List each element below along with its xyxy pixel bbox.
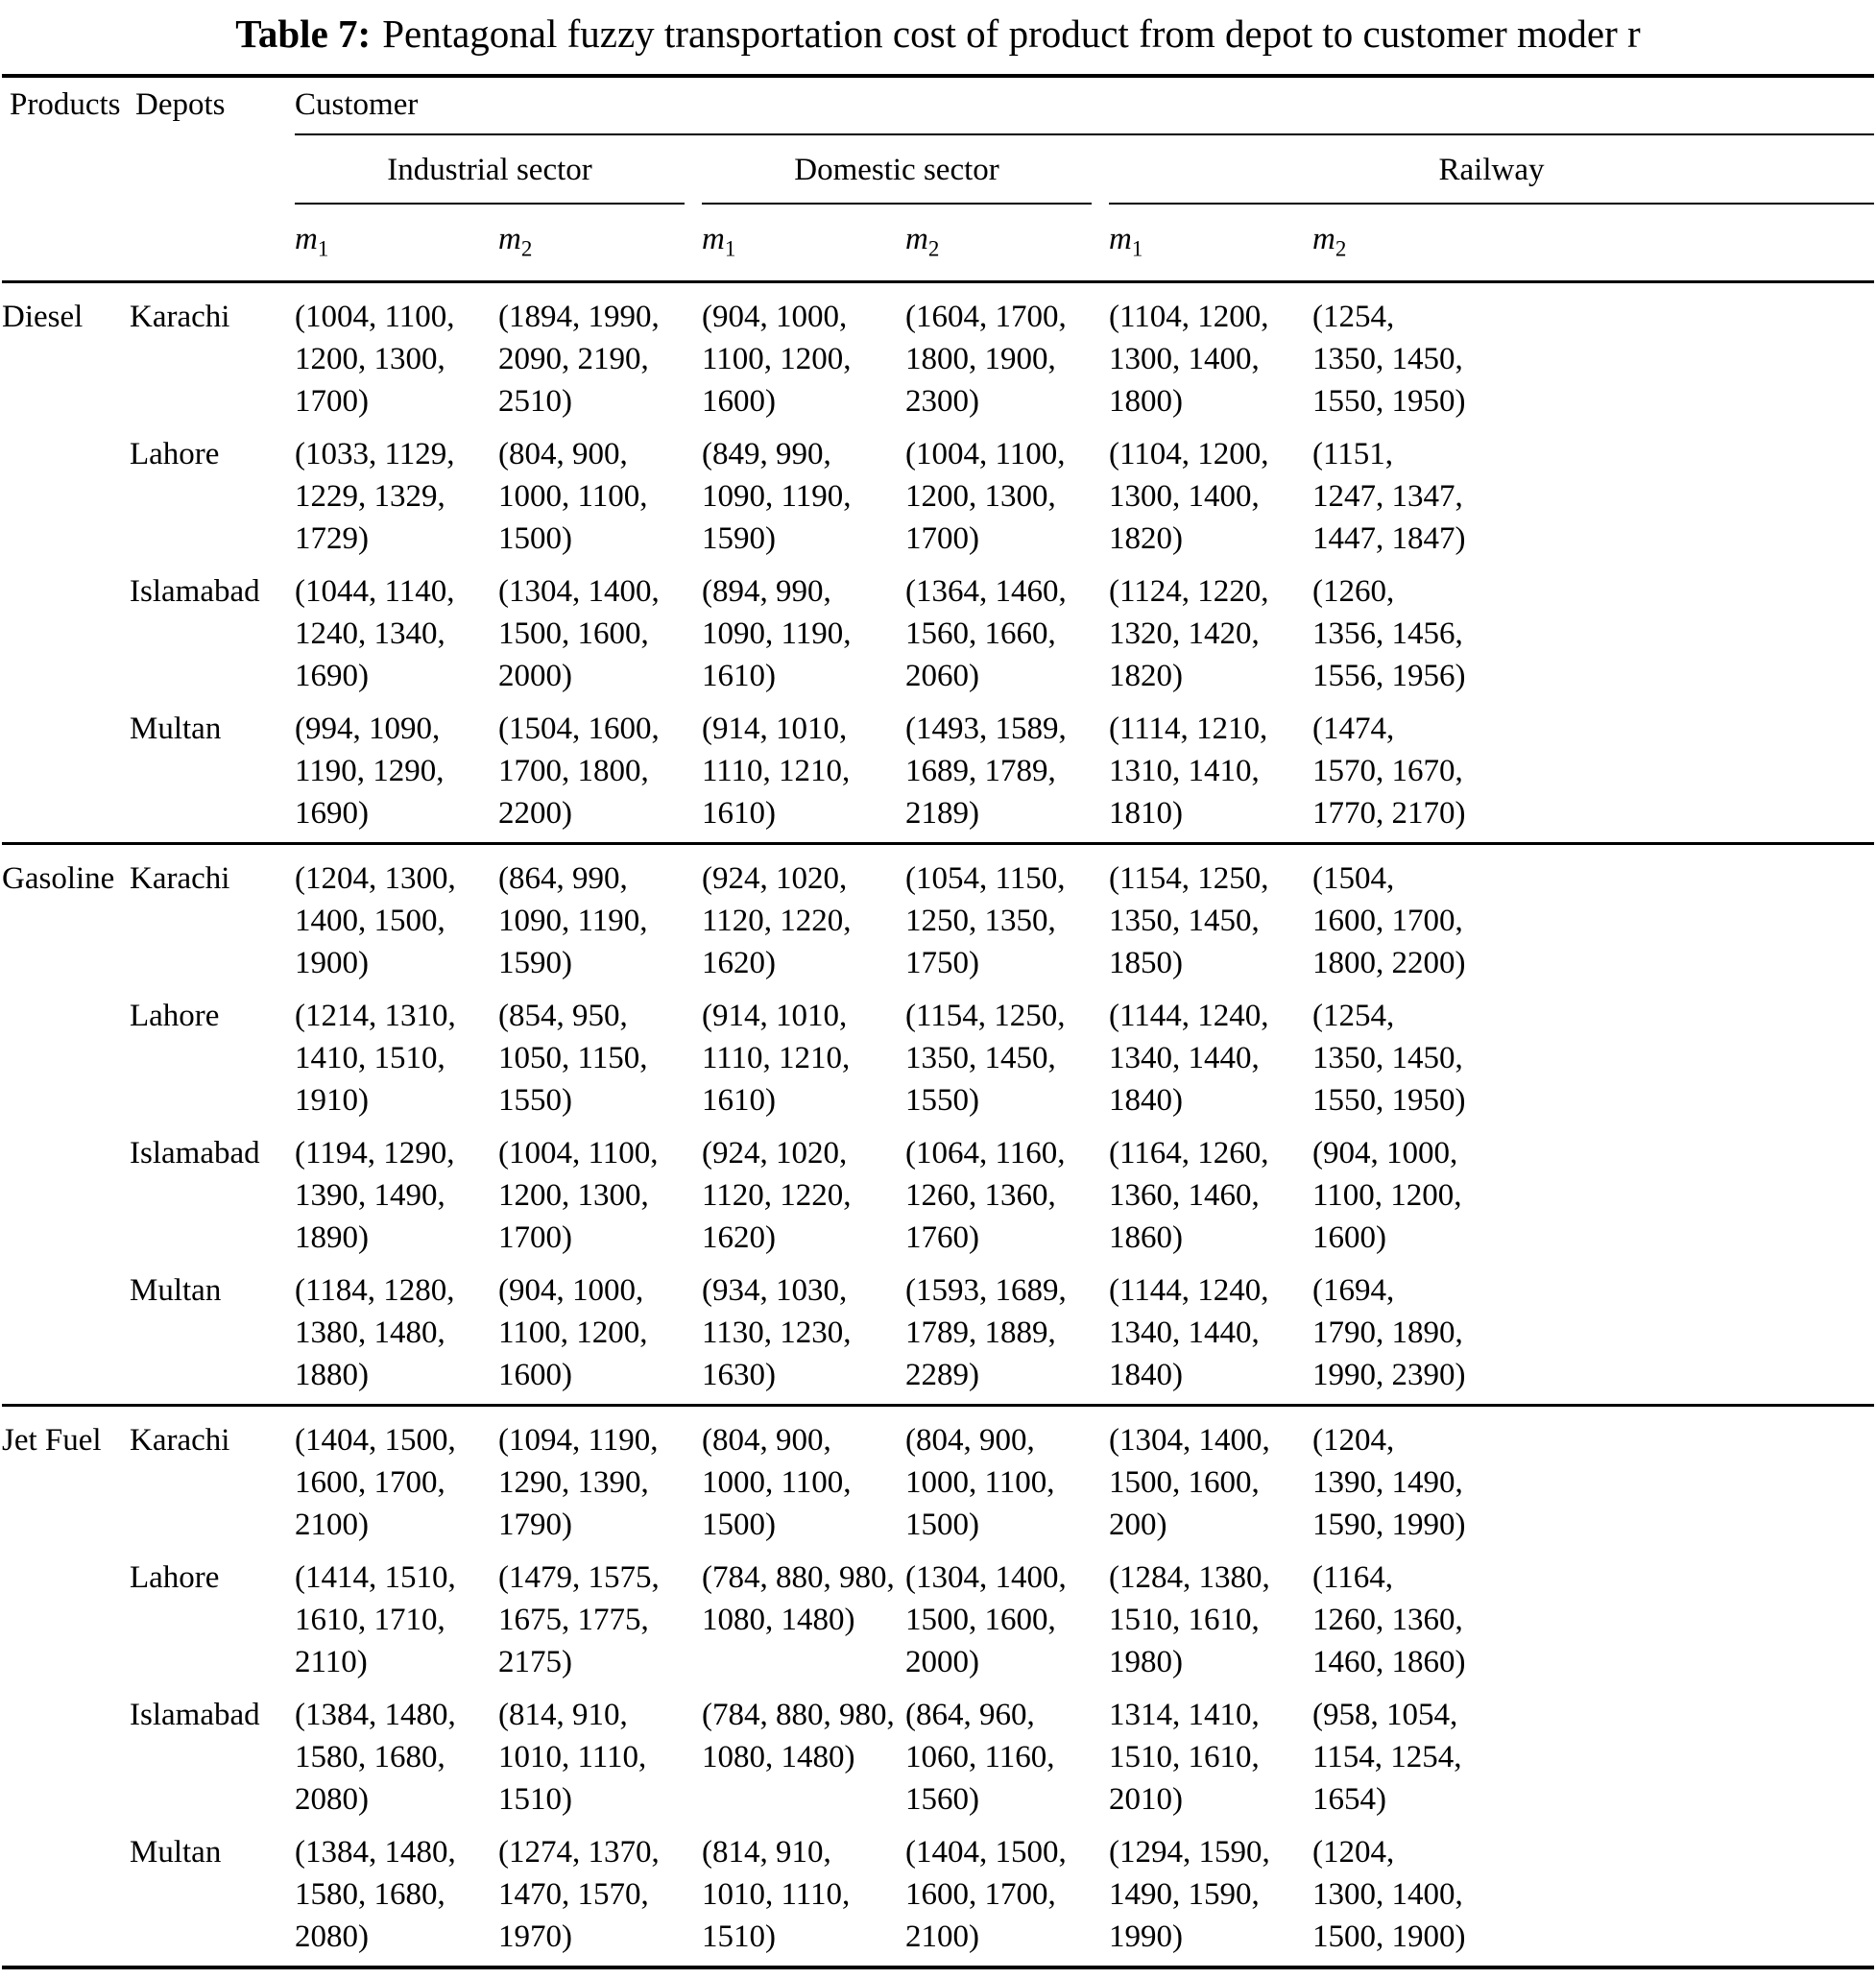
fuzzy-cost-value: (1384, 1480, 1580, 1680, 2080) (295, 1834, 456, 1954)
depot-name: Multan (130, 1834, 222, 1870)
fuzzy-cost-cell (295, 705, 498, 844)
mode-header-domestic-m2 (905, 205, 1109, 281)
fuzzy-cost-cell (498, 705, 702, 844)
fuzzy-cost-cell (1312, 1691, 1874, 1828)
fuzzy-cost-value: (1414, 1510, 1610, 1710, 2110) (295, 1559, 456, 1679)
mode-header-railway-m1 (1109, 205, 1312, 281)
fuzzy-cost-cell (702, 1267, 905, 1406)
fuzzy-cost-cell (295, 843, 498, 992)
fuzzy-cost-value: (904, 1000, 1100, 1200, 1600) (498, 1272, 648, 1392)
railway-label: Railway (1109, 149, 1874, 205)
header-row-customer (2, 76, 1874, 134)
fuzzy-cost-cell (905, 992, 1109, 1129)
fuzzy-cost-value: (1044, 1140, 1240, 1340, 1690) (295, 573, 455, 693)
fuzzy-cost-cell (295, 1267, 498, 1406)
depot-name: Lahore (130, 436, 220, 471)
fuzzy-cost-cell (295, 1691, 498, 1828)
fuzzy-cost-cell (1109, 1129, 1312, 1267)
fuzzy-cost-value: (914, 1010, 1110, 1210, 1610) (702, 998, 851, 1118)
fuzzy-cost-value: (854, 950, 1050, 1150, 1550) (498, 998, 648, 1118)
depot-name: Lahore (130, 1559, 220, 1595)
fuzzy-cost-value: (864, 990, 1090, 1190, 1590) (498, 860, 648, 980)
fuzzy-cost-cell (1109, 1267, 1312, 1406)
mode-header-railway-m2 (1312, 205, 1874, 281)
depot-row-lahore (2, 1554, 1874, 1691)
fuzzy-cost-cell (905, 1691, 1109, 1828)
fuzzy-cost-value: (1194, 1290, 1390, 1490, 1890) (295, 1135, 455, 1255)
fuzzy-cost-cell (1312, 1554, 1874, 1691)
fuzzy-cost-value: (1254, 1350, 1450, 1550, 1950) (1312, 998, 1466, 1118)
mode-symbol: m (905, 222, 928, 257)
fuzzy-cost-cell (295, 992, 498, 1129)
fuzzy-cost-value: (1254, 1350, 1450, 1550, 1950) (1312, 299, 1466, 419)
fuzzy-cost-value: (1294, 1590, 1490, 1590, 1990) (1109, 1834, 1270, 1954)
fuzzy-cost-cell (1312, 1129, 1874, 1267)
mode-symbol: m (295, 222, 318, 257)
fuzzy-cost-value: (924, 1020, 1120, 1220, 1620) (702, 860, 852, 980)
fuzzy-cost-cell (1109, 1405, 1312, 1554)
fuzzy-cost-value: (864, 960, 1060, 1160, 1560) (905, 1697, 1055, 1817)
fuzzy-cost-cell (295, 1554, 498, 1691)
fuzzy-cost-cell (1312, 705, 1874, 844)
depot-name: Karachi (130, 299, 230, 334)
depot-row-multan (2, 1267, 1874, 1406)
fuzzy-cost-value: (894, 990, 1090, 1190, 1610) (702, 573, 852, 693)
fuzzy-cost-value: (814, 910, 1010, 1110, 1510) (702, 1834, 851, 1954)
product-group-jet-fuel (2, 1405, 1874, 1967)
fuzzy-cost-value: (1204, 1390, 1490, 1590, 1990) (1312, 1422, 1466, 1542)
fuzzy-cost-cell (1109, 1691, 1312, 1828)
fuzzy-cost-value: 1314, 1410, 1510, 1610, 2010) (1109, 1697, 1260, 1817)
fuzzy-cost-value: (1104, 1200, 1300, 1400, 1820) (1109, 436, 1269, 556)
fuzzy-cost-value: (814, 910, 1010, 1110, 1510) (498, 1697, 647, 1817)
fuzzy-cost-value: (904, 1000, 1100, 1200, 1600) (1312, 1135, 1462, 1255)
fuzzy-cost-value: (1504, 1600, 1700, 1800, 2200) (1312, 860, 1466, 980)
col-header-industrial-sector (295, 134, 702, 205)
product-name: Jet Fuel (2, 1422, 102, 1458)
fuzzy-cost-value: (1274, 1370, 1470, 1570, 1970) (498, 1834, 660, 1954)
fuzzy-cost-cell (1312, 992, 1874, 1129)
fuzzy-cost-value: (1404, 1500, 1600, 1700, 2100) (295, 1422, 456, 1542)
col-header-domestic-sector (702, 134, 1109, 205)
fuzzy-cost-value: (1151, 1247, 1347, 1447, 1847) (1312, 436, 1466, 556)
fuzzy-cost-cell (702, 1828, 905, 1967)
table-caption (2, 8, 1874, 74)
fuzzy-cost-cell (498, 843, 702, 992)
fuzzy-cost-cell (905, 843, 1109, 992)
fuzzy-cost-value: (1304, 1400, 1500, 1600, 2000) (498, 573, 660, 693)
fuzzy-cost-cell (1109, 705, 1312, 844)
fuzzy-cost-value: (1054, 1150, 1250, 1350, 1750) (905, 860, 1066, 980)
product-name: Gasoline (2, 860, 115, 896)
fuzzy-cost-cell (295, 281, 498, 430)
fuzzy-cost-cell (702, 843, 905, 992)
fuzzy-cost-cell (702, 1691, 905, 1828)
depot-row-karachi (2, 1405, 1874, 1554)
depot-row-multan (2, 705, 1874, 844)
fuzzy-cost-cell (1312, 843, 1874, 992)
fuzzy-cost-value: (1364, 1460, 1560, 1660, 2060) (905, 573, 1067, 693)
depot-name: Multan (130, 1272, 222, 1308)
fuzzy-cost-value: (1260, 1356, 1456, 1556, 1956) (1312, 573, 1466, 693)
fuzzy-cost-value: (1114, 1210, 1310, 1410, 1810) (1109, 711, 1268, 831)
table-caption-text: Pentagonal fuzzy transportation cost of product from depot to customer moder r (382, 12, 1641, 56)
depot-name: Karachi (130, 1422, 230, 1458)
depot-name: Islamabad (130, 573, 260, 609)
product-group-diesel (2, 281, 1874, 843)
fuzzy-cost-value: (1154, 1250, 1350, 1450, 1550) (905, 998, 1066, 1118)
fuzzy-cost-value: (1154, 1250, 1350, 1450, 1850) (1109, 860, 1269, 980)
fuzzy-cost-value: (784, 880, 980, 1080, 1480) (702, 1559, 895, 1637)
fuzzy-cost-cell (498, 430, 702, 567)
fuzzy-cost-cell (498, 281, 702, 430)
fuzzy-cost-cell (1109, 567, 1312, 705)
fuzzy-cost-cell (295, 1129, 498, 1267)
depot-row-islamabad (2, 1129, 1874, 1267)
fuzzy-cost-cell (905, 1828, 1109, 1967)
fuzzy-cost-cell (905, 1405, 1109, 1554)
fuzzy-cost-cell (905, 1129, 1109, 1267)
fuzzy-cost-value: (1214, 1310, 1410, 1510, 1910) (295, 998, 456, 1118)
fuzzy-cost-cell (295, 1405, 498, 1554)
fuzzy-cost-value: (1894, 1990, 2090, 2190, 2510) (498, 299, 660, 419)
fuzzy-cost-cell (295, 567, 498, 705)
depot-row-islamabad (2, 567, 1874, 705)
fuzzy-cost-value: (1033, 1129, 1229, 1329, 1729) (295, 436, 455, 556)
fuzzy-cost-value: (1184, 1280, 1380, 1480, 1880) (295, 1272, 455, 1392)
mode-symbol: m (1109, 222, 1132, 257)
fuzzy-cost-cell (905, 430, 1109, 567)
domestic-sector-label: Domestic sector (702, 149, 1092, 205)
fuzzy-cost-cell (295, 430, 498, 567)
fuzzy-cost-cell (1312, 281, 1874, 430)
table-header (2, 76, 1874, 281)
fuzzy-cost-cell (702, 705, 905, 844)
fuzzy-cost-cell (1312, 567, 1874, 705)
fuzzy-cost-value: (1004, 1100, 1200, 1300, 1700) (905, 436, 1066, 556)
fuzzy-cost-value: (958, 1054, 1154, 1254, 1654) (1312, 1697, 1462, 1817)
fuzzy-cost-cell (1312, 1267, 1874, 1406)
mode-header-industrial-m1 (295, 205, 498, 281)
fuzzy-cost-cell (905, 567, 1109, 705)
mode-header-domestic-m1 (702, 205, 905, 281)
fuzzy-cost-value: (1204, 1300, 1400, 1500, 1900) (1312, 1834, 1466, 1954)
fuzzy-cost-value: (904, 1000, 1100, 1200, 1600) (702, 299, 852, 419)
table-caption-label: Table 7: (235, 12, 372, 56)
fuzzy-cost-value: (804, 900, 1000, 1100, 1500) (702, 1422, 852, 1542)
fuzzy-cost-value: (1694, 1790, 1890, 1990, 2390) (1312, 1272, 1466, 1392)
fuzzy-cost-cell (1109, 843, 1312, 992)
fuzzy-cost-value: (924, 1020, 1120, 1220, 1620) (702, 1135, 852, 1255)
fuzzy-cost-value: (934, 1030, 1130, 1230, 1630) (702, 1272, 852, 1392)
product-group-gasoline (2, 843, 1874, 1405)
fuzzy-cost-value: (994, 1090, 1190, 1290, 1690) (295, 711, 445, 831)
fuzzy-cost-cell (1312, 1405, 1874, 1554)
fuzzy-cost-cell (295, 1828, 498, 1967)
depot-name: Lahore (130, 998, 220, 1033)
depot-row-multan (2, 1828, 1874, 1967)
depot-name: Islamabad (130, 1135, 260, 1171)
fuzzy-cost-cell (498, 1691, 702, 1828)
fuzzy-cost-value: (1064, 1160, 1260, 1360, 1760) (905, 1135, 1066, 1255)
fuzzy-cost-value: (1204, 1300, 1400, 1500, 1900) (295, 860, 456, 980)
fuzzy-cost-cell (1109, 430, 1312, 567)
industrial-sector-label: Industrial sector (295, 149, 685, 205)
fuzzy-cost-cell (498, 992, 702, 1129)
fuzzy-cost-cell (1109, 281, 1312, 430)
depot-name: Multan (130, 711, 222, 746)
fuzzy-cost-value: (849, 990, 1090, 1190, 1590) (702, 436, 852, 556)
fuzzy-cost-cell (498, 1267, 702, 1406)
fuzzy-cost-cell (1109, 992, 1312, 1129)
fuzzy-cost-cell (498, 1828, 702, 1967)
fuzzy-cost-value: (914, 1010, 1110, 1210, 1610) (702, 711, 851, 831)
fuzzy-cost-cell (702, 1554, 905, 1691)
col-header-customer: Customer (295, 76, 1874, 134)
product-name: Diesel (2, 299, 84, 334)
depot-row-karachi (2, 843, 1874, 992)
fuzzy-cost-value: (1304, 1400, 1500, 1600, 2000) (905, 1559, 1067, 1679)
fuzzy-cost-value: (1593, 1689, 1789, 1889, 2289) (905, 1272, 1067, 1392)
col-header-products: Products (2, 76, 130, 281)
fuzzy-cost-value: (1404, 1500, 1600, 1700, 2100) (905, 1834, 1067, 1954)
mode-subscript: 2 (927, 236, 940, 261)
fuzzy-transportation-cost-table (2, 74, 1874, 1969)
fuzzy-cost-cell (702, 1129, 905, 1267)
fuzzy-cost-value: (1004, 1100, 1200, 1300, 1700) (295, 299, 455, 419)
fuzzy-cost-cell (498, 1554, 702, 1691)
fuzzy-cost-value: (1164, 1260, 1360, 1460, 1860) (1312, 1559, 1466, 1679)
fuzzy-cost-value: (1164, 1260, 1360, 1460, 1860) (1109, 1135, 1269, 1255)
fuzzy-cost-cell (1312, 1828, 1874, 1967)
fuzzy-cost-cell (702, 1405, 905, 1554)
mode-subscript: 2 (520, 236, 533, 261)
fuzzy-cost-value: (1493, 1589, 1689, 1789, 2189) (905, 711, 1067, 831)
mode-subscript: 2 (1335, 236, 1347, 261)
mode-subscript: 1 (1131, 236, 1143, 261)
fuzzy-cost-cell (702, 992, 905, 1129)
mode-header-industrial-m2 (498, 205, 702, 281)
fuzzy-cost-value: (1284, 1380, 1510, 1610, 1980) (1109, 1559, 1270, 1679)
fuzzy-cost-value: (804, 900, 1000, 1100, 1500) (498, 436, 648, 556)
depot-row-islamabad (2, 1691, 1874, 1828)
fuzzy-cost-value: (1604, 1700, 1800, 1900, 2300) (905, 299, 1067, 419)
fuzzy-cost-value: (1304, 1400, 1500, 1600, 200) (1109, 1422, 1270, 1542)
fuzzy-cost-cell (905, 1554, 1109, 1691)
fuzzy-cost-cell (498, 1405, 702, 1554)
mode-symbol: m (1312, 222, 1335, 257)
fuzzy-cost-value: (1144, 1240, 1340, 1440, 1840) (1109, 998, 1269, 1118)
fuzzy-cost-cell (905, 705, 1109, 844)
mode-subscript: 1 (317, 236, 329, 261)
depot-row-lahore (2, 430, 1874, 567)
fuzzy-cost-value: (784, 880, 980, 1080, 1480) (702, 1697, 895, 1774)
col-header-depots: Depots (130, 76, 295, 281)
fuzzy-cost-cell (498, 567, 702, 705)
fuzzy-cost-value: (1004, 1100, 1200, 1300, 1700) (498, 1135, 659, 1255)
fuzzy-cost-value: (1479, 1575, 1675, 1775, 2175) (498, 1559, 660, 1679)
fuzzy-cost-value: (1474, 1570, 1670, 1770, 2170) (1312, 711, 1466, 831)
depot-row-karachi (2, 281, 1874, 430)
fuzzy-cost-cell (1312, 430, 1874, 567)
fuzzy-cost-cell (498, 1129, 702, 1267)
mode-subscript: 1 (724, 236, 736, 261)
fuzzy-cost-cell (702, 281, 905, 430)
mode-symbol: m (702, 222, 725, 257)
fuzzy-cost-value: (1384, 1480, 1580, 1680, 2080) (295, 1697, 456, 1817)
mode-symbol: m (498, 222, 521, 257)
fuzzy-cost-cell (702, 567, 905, 705)
fuzzy-cost-value: (1094, 1190, 1290, 1390, 1790) (498, 1422, 659, 1542)
fuzzy-cost-cell (702, 430, 905, 567)
depot-name: Islamabad (130, 1697, 260, 1732)
depot-name: Karachi (130, 860, 230, 896)
depot-row-lahore (2, 992, 1874, 1129)
fuzzy-cost-value: (1124, 1220, 1320, 1420, 1820) (1109, 573, 1269, 693)
col-header-railway (1109, 134, 1874, 205)
fuzzy-cost-cell (1109, 1554, 1312, 1691)
fuzzy-cost-cell (905, 281, 1109, 430)
fuzzy-cost-cell (905, 1267, 1109, 1406)
fuzzy-cost-cell (1109, 1828, 1312, 1967)
fuzzy-cost-value: (1144, 1240, 1340, 1440, 1840) (1109, 1272, 1269, 1392)
fuzzy-cost-value: (1504, 1600, 1700, 1800, 2200) (498, 711, 660, 831)
fuzzy-cost-value: (1104, 1200, 1300, 1400, 1800) (1109, 299, 1269, 419)
fuzzy-cost-value: (804, 900, 1000, 1100, 1500) (905, 1422, 1055, 1542)
